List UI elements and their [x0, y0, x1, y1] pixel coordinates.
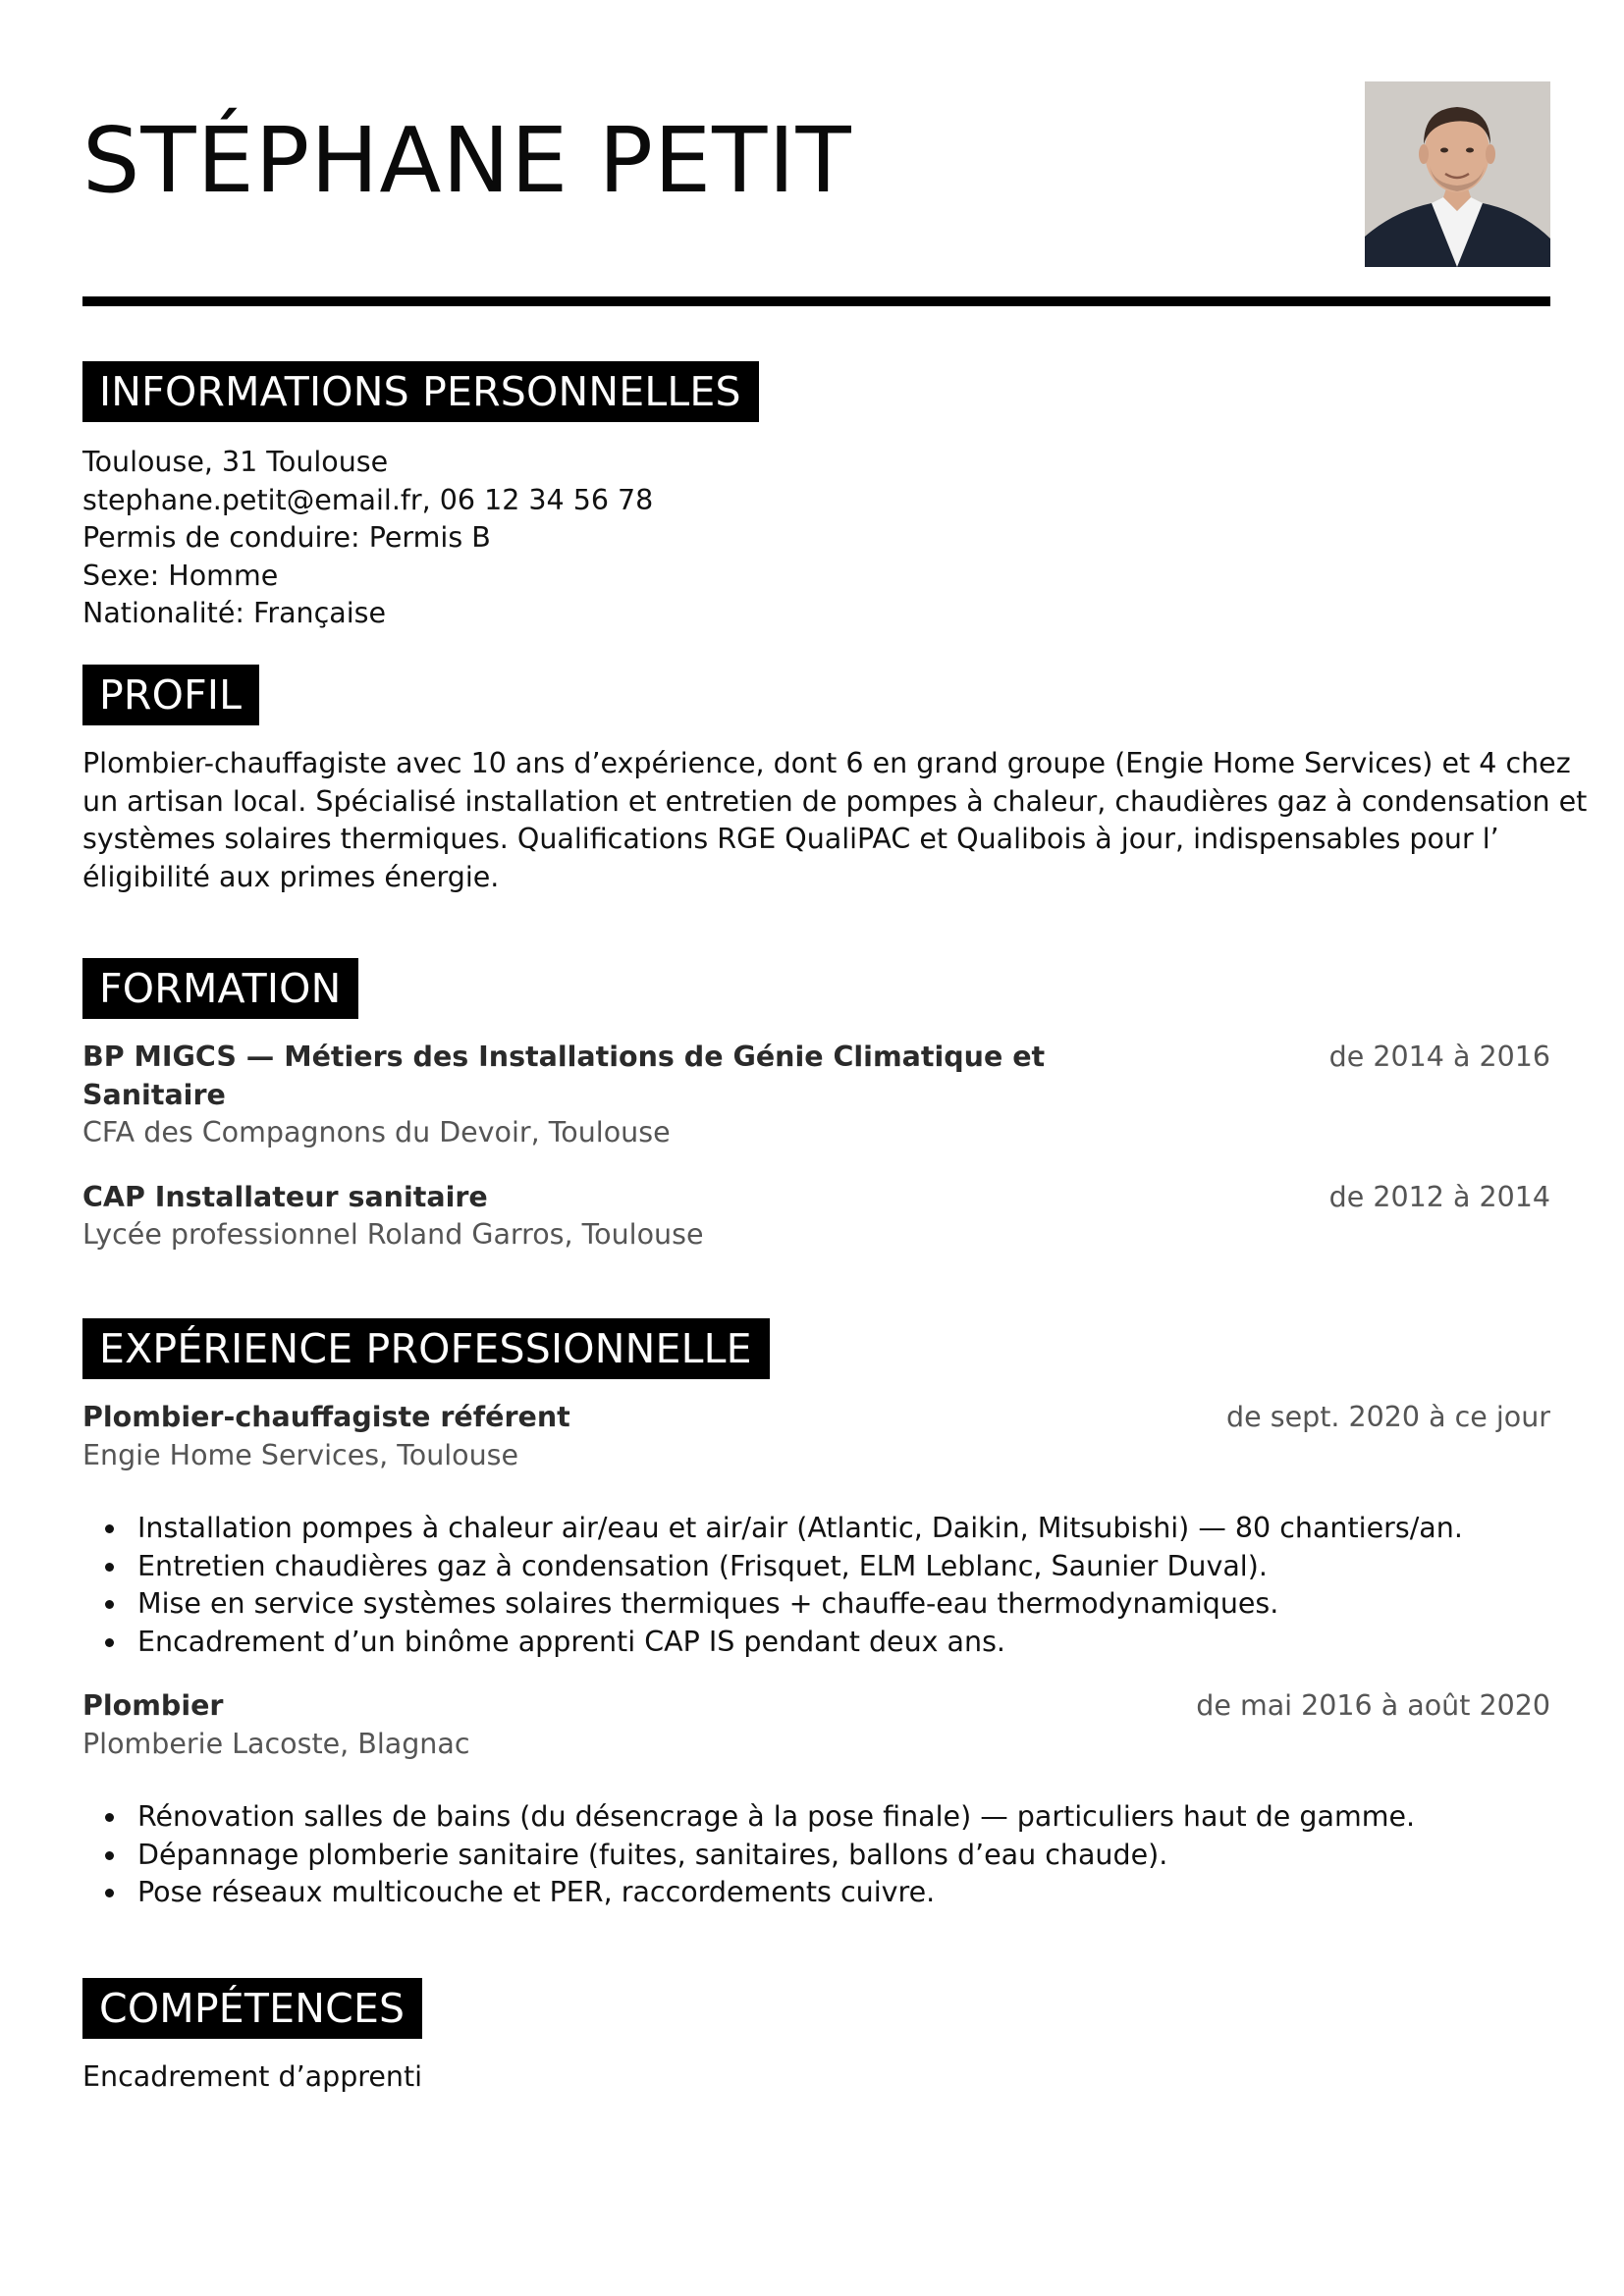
education-date: de 2014 à 2016 [1328, 1041, 1550, 1073]
company-name: Plomberie Lacoste, Blagnac [82, 1727, 470, 1760]
info-location: Toulouse, 31 Toulouse [82, 446, 389, 478]
profile-line: éligibilité aux primes énergie. [82, 860, 500, 893]
skill-item: Encadrement d’apprenti [82, 2060, 423, 2093]
education-entry [82, 1039, 1550, 1152]
section-title: INFORMATIONS PERSONNELLES [82, 361, 759, 422]
education-date: de 2012 à 2014 [1328, 1180, 1550, 1213]
section-personal-info [82, 361, 1550, 633]
section-title: PROFIL [82, 665, 259, 725]
job-tasks-list [82, 1798, 1550, 1912]
profile-line: un artisan local. Spécialisé installation et entretien de pompes à chaleur, chaudières gaz à condensation et [82, 784, 1588, 818]
education-entry [82, 1179, 1550, 1255]
section-experience [82, 1318, 1550, 1912]
profile-photo [1365, 81, 1550, 267]
section-education [82, 958, 1550, 1255]
experience-entry [82, 1399, 1550, 1661]
info-gender: Sexe: Homme [82, 559, 279, 592]
info-contact: stephane.petit@email.fr, 06 12 34 56 78 [82, 483, 654, 516]
list-item: Pose réseaux multicouche et PER, raccordements cuivre. [137, 1874, 1550, 1912]
profile-line: systèmes solaires thermiques. Qualifications RGE QualiPAC et Qualibois à jour, indispensables pour l’ [82, 823, 1499, 855]
list-item: Installation pompes à chaleur air/eau et air/air (Atlantic, Daikin, Mitsubishi) — 80 chantiers/an. [137, 1510, 1550, 1548]
company-name: Engie Home Services, Toulouse [82, 1438, 519, 1471]
skills-list [82, 2058, 1550, 2097]
list-item: Mise en service systèmes solaires thermiques + chauffe-eau thermodynamiques. [137, 1585, 1550, 1624]
section-skills [82, 1978, 1550, 2097]
degree-title-line: CAP Installateur sanitaire [82, 1180, 488, 1213]
experience-entry [82, 1687, 1550, 1912]
profile-summary [82, 745, 1588, 896]
candidate-name: STÉPHANE PETIT [82, 108, 852, 213]
list-item: Encadrement d’un binôme apprenti CAP IS pendant deux ans. [137, 1624, 1550, 1662]
list-item: Entretien chaudières gaz à condensation (Frisquet, ELM Leblanc, Saunier Duval). [137, 1548, 1550, 1586]
list-item: Dépannage plomberie sanitaire (fuites, sanitaires, ballons d’eau chaude). [137, 1837, 1550, 1875]
section-profile [82, 665, 1588, 896]
job-tasks-list [82, 1510, 1550, 1661]
section-title: COMPÉTENCES [82, 1978, 422, 2039]
job-title: Plombier [82, 1689, 224, 1722]
profile-line: Plombier-chauffagiste avec 10 ans d’expérience, dont 6 en grand groupe (Engie Home Services) et 4 chez [82, 747, 1571, 779]
school-name: Lycée professionnel Roland Garros, Toulouse [82, 1218, 704, 1251]
section-title: EXPÉRIENCE PROFESSIONNELLE [82, 1318, 770, 1379]
school-name: CFA des Compagnons du Devoir, Toulouse [82, 1116, 671, 1148]
list-item: Rénovation salles de bains (du désencrage à la pose finale) — particuliers haut de gamme. [137, 1798, 1550, 1837]
degree-title-line: Sanitaire [82, 1078, 226, 1111]
job-date: de mai 2016 à août 2020 [1196, 1689, 1550, 1722]
info-nationality: Nationalité: Française [82, 597, 387, 629]
personal-info-list [82, 444, 1550, 633]
info-driving-licence: Permis de conduire: Permis B [82, 521, 491, 554]
header-divider [82, 296, 1550, 306]
degree-title-line: BP MIGCS — Métiers des Installations de Génie Climatique et [82, 1041, 1046, 1073]
section-title: FORMATION [82, 958, 358, 1019]
job-title: Plombier-chauffagiste référent [82, 1401, 570, 1433]
job-date: de sept. 2020 à ce jour [1226, 1401, 1550, 1433]
